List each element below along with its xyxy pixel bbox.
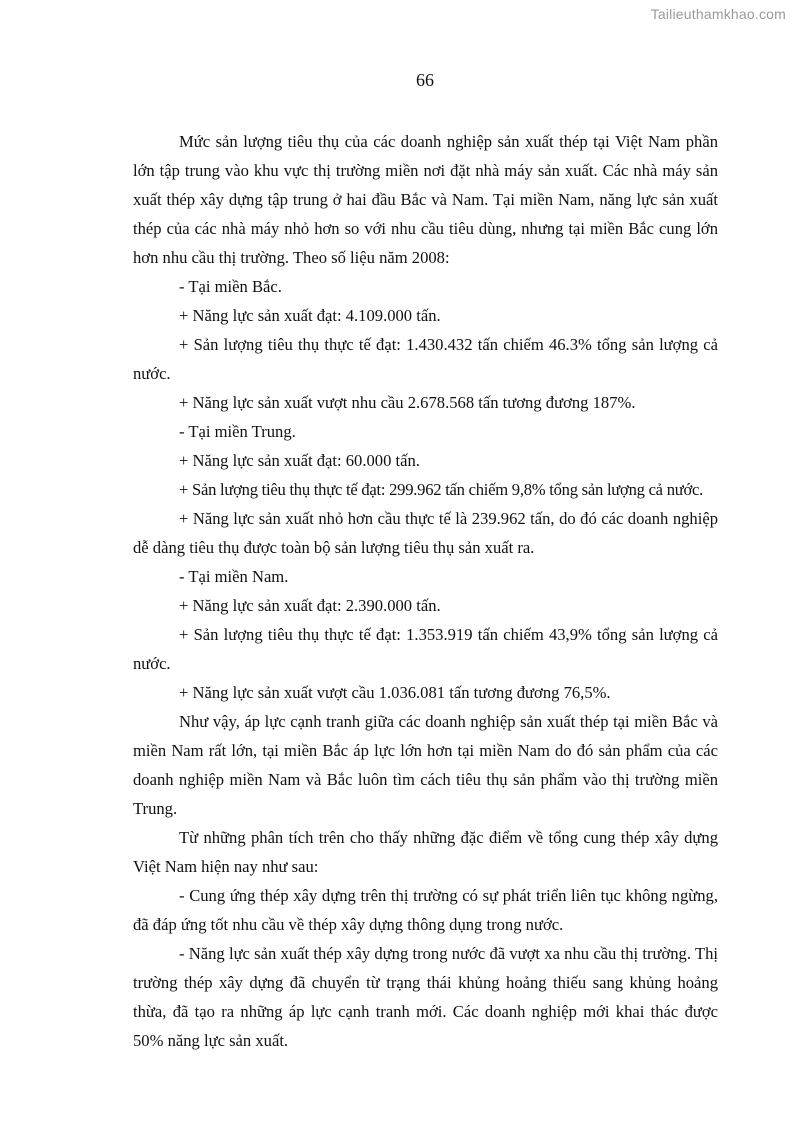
watermark: Tailieuthamkhao.com [650,6,786,22]
north-surplus: + Năng lực sản xuất vượt nhu cầu 2.678.568 tấn tương đương 187%. [179,393,636,412]
central-capacity: + Năng lực sản xuất đạt: 60.000 tấn. [179,451,420,470]
central-deficit: + Năng lực sản xuất nhỏ hơn cầu thực tế là 239.962 tấn, do đó các doanh nghiệp dễ dàng tiêu thụ được toàn bộ sản lượng tiêu thụ sản xuất ra. [133,509,718,557]
document-body [133,127,718,1055]
paragraph-competition: Như vậy, áp lực cạnh tranh giữa các doanh nghiệp sản xuất thép tại miền Bắc và miền Nam rất lớn, tại miền Bắc áp lực lớn hơn tại miền Nam do đó sản phẩm của các doanh nghiệp miền Nam và Bắc luôn tìm cách tiêu thụ sản phẩm vào thị trường miền Trung. [133,712,718,818]
south-capacity: + Năng lực sản xuất đạt: 2.390.000 tấn. [179,596,441,615]
page-number: 66 [416,70,434,90]
region-north-heading: - Tại miền Bắc. [179,277,282,296]
paragraph-intro: Mức sản lượng tiêu thụ của các doanh nghiệp sản xuất thép tại Việt Nam phần lớn tập trung vào khu vực thị trường miền nơi đặt nhà máy sản xuất. Các nhà máy sản xuất thép xây dựng tập trung ở hai đầu Bắc và Nam. Tại miền Nam, năng lực sản xuất thép của các nhà máy nhỏ hơn so với nhu cầu tiêu dùng, nhưng tại miền Bắc cung lớn hơn nhu cầu thị trường. Theo số liệu năm 2008: [133,132,718,267]
conclusion-point-supply: - Cung ứng thép xây dựng trên thị trường có sự phát triển liên tục không ngừng, đã đáp ứng tốt nhu cầu về thép xây dựng thông dụng trong nước. [133,886,718,934]
north-capacity: + Năng lực sản xuất đạt: 4.109.000 tấn. [179,306,441,325]
south-consumption: + Sản lượng tiêu thụ thực tế đạt: 1.353.919 tấn chiếm 43,9% tổng sản lượng cả nước. [133,625,718,673]
region-central-heading: - Tại miền Trung. [179,422,296,441]
south-surplus: + Năng lực sản xuất vượt cầu 1.036.081 tấn tương đương 76,5%. [179,683,611,702]
conclusion-point-capacity: - Năng lực sản xuất thép xây dựng trong nước đã vượt xa nhu cầu thị trường. Thị trường thép xây dựng đã chuyển từ trạng thái khủng hoảng thiếu sang khủng hoảng thừa, đã tạo ra những áp lực cạnh tranh mới. Các doanh nghiệp mới khai thác được 50% năng lực sản xuất. [133,944,718,1050]
paragraph-conclusion-intro: Từ những phân tích trên cho thấy những đặc điểm về tổng cung thép xây dựng Việt Nam hiện nay như sau: [133,828,718,876]
region-south-heading: - Tại miền Nam. [179,567,289,586]
north-consumption: + Sản lượng tiêu thụ thực tế đạt: 1.430.432 tấn chiếm 46.3% tổng sản lượng cả nước. [133,335,718,383]
central-consumption: + Sản lượng tiêu thụ thực tế đạt: 299.962 tấn chiếm 9,8% tổng sản lượng cả nước. [179,480,704,499]
